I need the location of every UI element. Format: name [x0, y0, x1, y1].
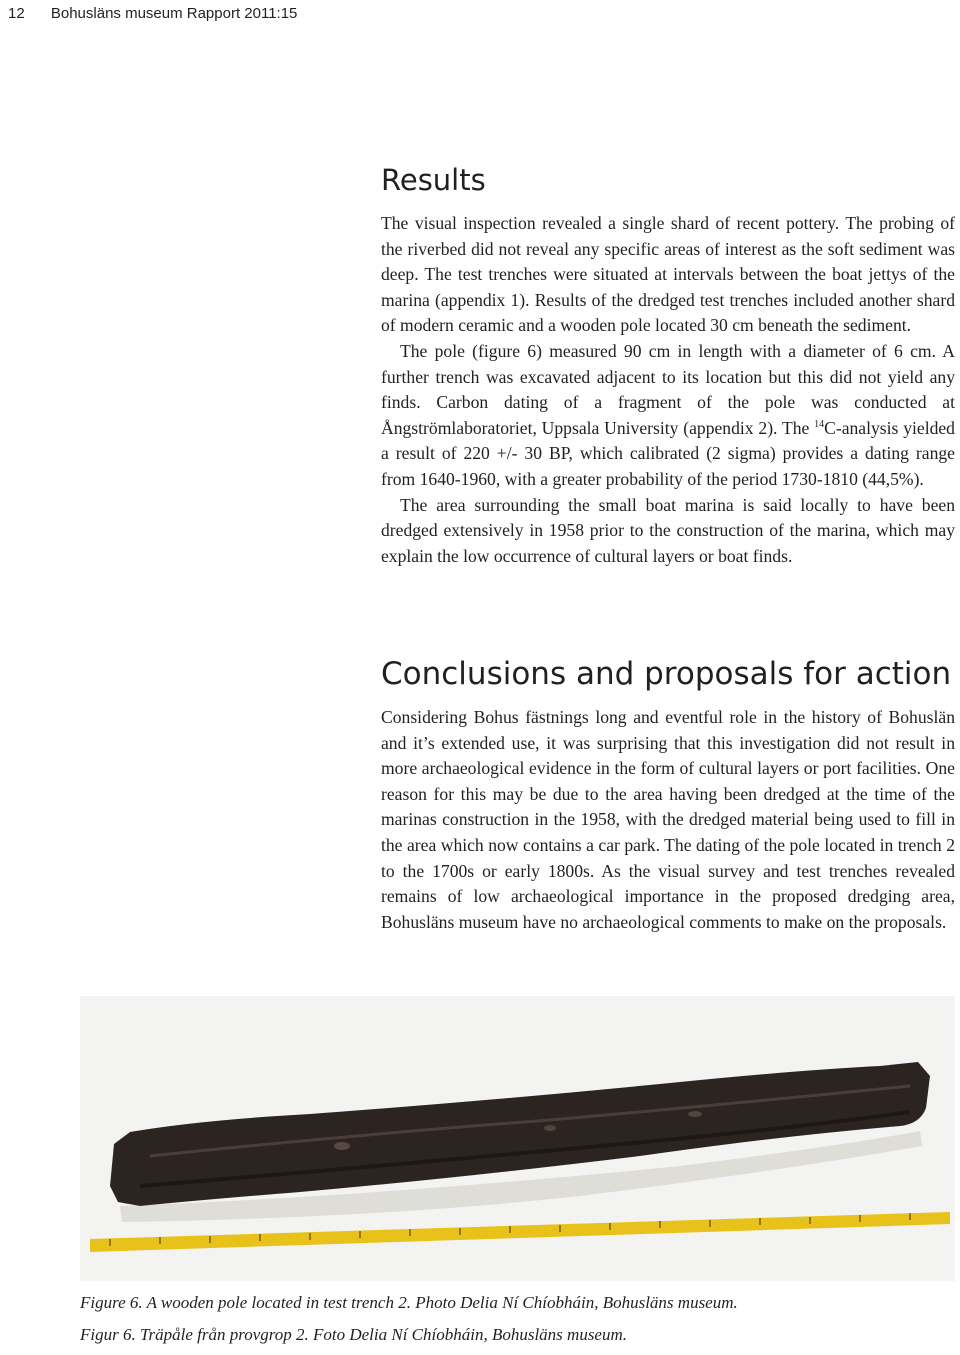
results-paragraph-2-part-1: The pole (figure 6) measured 90 cm in length with a diameter of 6 cm. A further trench was excavated adjacent to its location but this did not yield any finds. Carbon dating of a fragment of the pole was conducted at Ångströmlaboratoriet, Uppsala University (appendix 2). The [381, 340, 955, 438]
results-paragraph-2 [381, 339, 955, 493]
carbon-14-superscript: 14 [814, 418, 825, 430]
running-title: Bohusläns museum Rapport 2011:15 [50, 5, 298, 22]
conclusions-paragraph-1: Considering Bohus fästnings long and eventful role in the history of Bohuslän and it’s extended use, it was surprising that this investigation did not result in more archaeological evidence in the form of cultural layers or port facilities. One reason for this may be due to the area having been dredged at the time of the marinas construction in the 1958, with the dredged material being used to fill in the area which now contains a car park. The dating of the pole located in trench 2 to the 1700s or early 1800s. As the visual survey and test trenches revealed remains of low archaeological importance in the proposed dredging area, Bohusläns museum have no archaeological comments to make on the proposals. [381, 707, 955, 932]
results-paragraph-3: The area surrounding the small boat marina is said locally to have been dredged extensively in 1958 prior to the construction of the marina, which may explain the low occurrence of cultural layers or boat finds. [381, 494, 955, 566]
figure-photo [80, 996, 955, 1281]
conclusions-heading: Conclusions and proposals for action [381, 656, 952, 692]
results-body [381, 211, 955, 569]
page-number: 12 [8, 5, 25, 22]
wooden-pole-photo [80, 996, 955, 1281]
results-paragraph-1: The visual inspection revealed a single shard of recent pottery. The probing of the riverbed did not reveal any specific areas of interest as the soft sediment was deep. The test trenches were situated at intervals between the boat jettys of the marina (appendix 1). Results of the dredged test trenches included another shard of modern ceramic and a wooden pole located 30 cm beneath the sediment. [381, 213, 955, 336]
figure-caption-english: Figure 6. A wooden pole located in test trench 2. Photo Delia Ní Chíobháin, Bohusläns museum. [80, 1293, 738, 1312]
results-paragraph-2-part-2: C-analysis yielded a result of 220 +/- 30 BP, which calibrated (2 sigma) provides a dating range from 1640-1960, with a greater probability of the period 1730-1810 (44,5%). [381, 417, 955, 489]
results-heading: Results [381, 163, 486, 197]
figure-caption-swedish: Figur 6. Träpåle från provgrop 2. Foto Delia Ní Chíobháin, Bohusläns museum. [80, 1325, 628, 1344]
running-header [8, 5, 297, 22]
conclusions-body [381, 705, 955, 935]
